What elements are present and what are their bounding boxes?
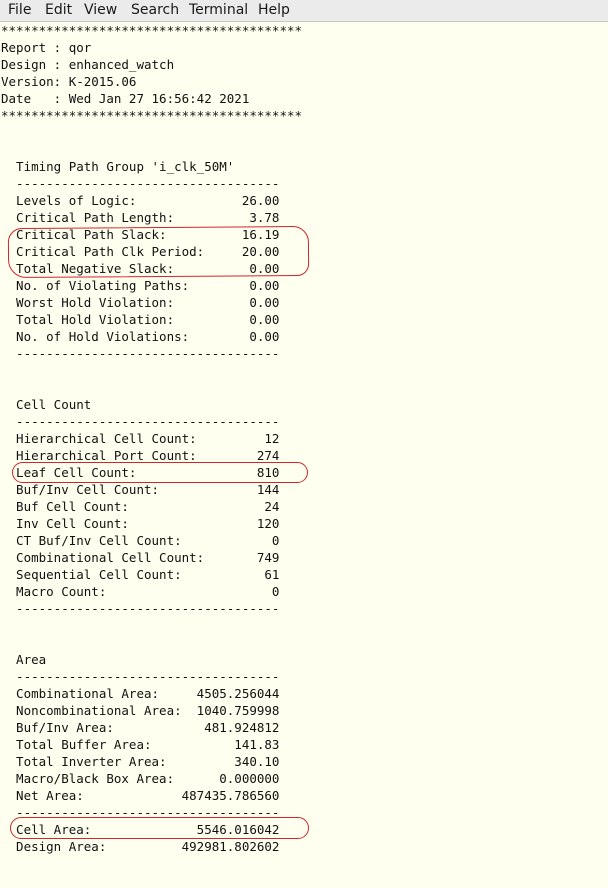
report-line: Combinational Cell Count: 749	[1, 550, 280, 565]
report-line: Critical Path Clk Period: 20.00	[1, 244, 280, 259]
menu-terminal[interactable]: Terminal	[189, 2, 249, 18]
report-line: -----------------------------------	[1, 601, 280, 616]
report-line: Cell Count	[1, 397, 92, 412]
report-line: No. of Hold Violations: 0.00	[1, 329, 280, 344]
report-line: Sequential Cell Count: 61	[1, 567, 280, 582]
report-line: -----------------------------------	[1, 176, 280, 191]
report-line: Buf Cell Count: 24	[1, 499, 280, 514]
report-line: Macro Count: 0	[1, 584, 280, 599]
report-line: ****************************************	[1, 108, 303, 123]
report-line: No. of Violating Paths: 0.00	[1, 278, 280, 293]
report-line: Design : enhanced_watch	[1, 57, 175, 72]
menu-file[interactable]: File	[8, 2, 32, 18]
report-line: Total Hold Violation: 0.00	[1, 312, 280, 327]
report-line: Hierarchical Port Count: 274	[1, 448, 280, 463]
menu-edit[interactable]: Edit	[45, 2, 73, 18]
report-line: CT Buf/Inv Cell Count: 0	[1, 533, 280, 548]
report-line: Buf/Inv Cell Count: 144	[1, 482, 280, 497]
menu-bar	[0, 0, 608, 22]
report-line: Version: K-2015.06	[1, 74, 137, 89]
report-line: -----------------------------------	[1, 346, 280, 361]
report-line: Total Negative Slack: 0.00	[1, 261, 280, 276]
report-line: Design Area: 492981.802602	[1, 839, 280, 854]
report-line: -----------------------------------	[1, 414, 280, 429]
report-line: Worst Hold Violation: 0.00	[1, 295, 280, 310]
report-line: Total Buffer Area: 141.83	[1, 737, 280, 752]
report-line: Macro/Black Box Area: 0.000000	[1, 771, 280, 786]
report-line: Date : Wed Jan 27 16:56:42 2021	[1, 91, 250, 106]
menu-help[interactable]: Help	[258, 2, 290, 18]
report-line: Area	[1, 652, 47, 667]
report-line: ****************************************	[1, 23, 303, 38]
report-line: Net Area: 487435.786560	[1, 788, 280, 803]
report-line: Critical Path Slack: 16.19	[1, 227, 280, 242]
report-line: Report : qor	[1, 40, 92, 55]
report-line: Total Inverter Area: 340.10	[1, 754, 280, 769]
report-line: Buf/Inv Area: 481.924812	[1, 720, 280, 735]
menu-view[interactable]: View	[84, 2, 118, 18]
report-line: Hierarchical Cell Count: 12	[1, 431, 280, 446]
report-line: Timing Path Group 'i_clk_50M'	[1, 159, 235, 174]
report-line: Noncombinational Area: 1040.759998	[1, 703, 280, 718]
menu-search[interactable]: Search	[131, 2, 180, 18]
report-line: -----------------------------------	[1, 669, 280, 684]
report-line: Inv Cell Count: 120	[1, 516, 280, 531]
report-line: Leaf Cell Count: 810	[1, 465, 280, 480]
report-line: -----------------------------------	[1, 805, 280, 820]
report-line: Cell Area: 5546.016042	[1, 822, 280, 837]
report-line: Combinational Area: 4505.256044	[1, 686, 280, 701]
terminal-output[interactable]	[0, 22, 608, 888]
report-line: Critical Path Length: 3.78	[1, 210, 280, 225]
report-line: Levels of Logic: 26.00	[1, 193, 280, 208]
